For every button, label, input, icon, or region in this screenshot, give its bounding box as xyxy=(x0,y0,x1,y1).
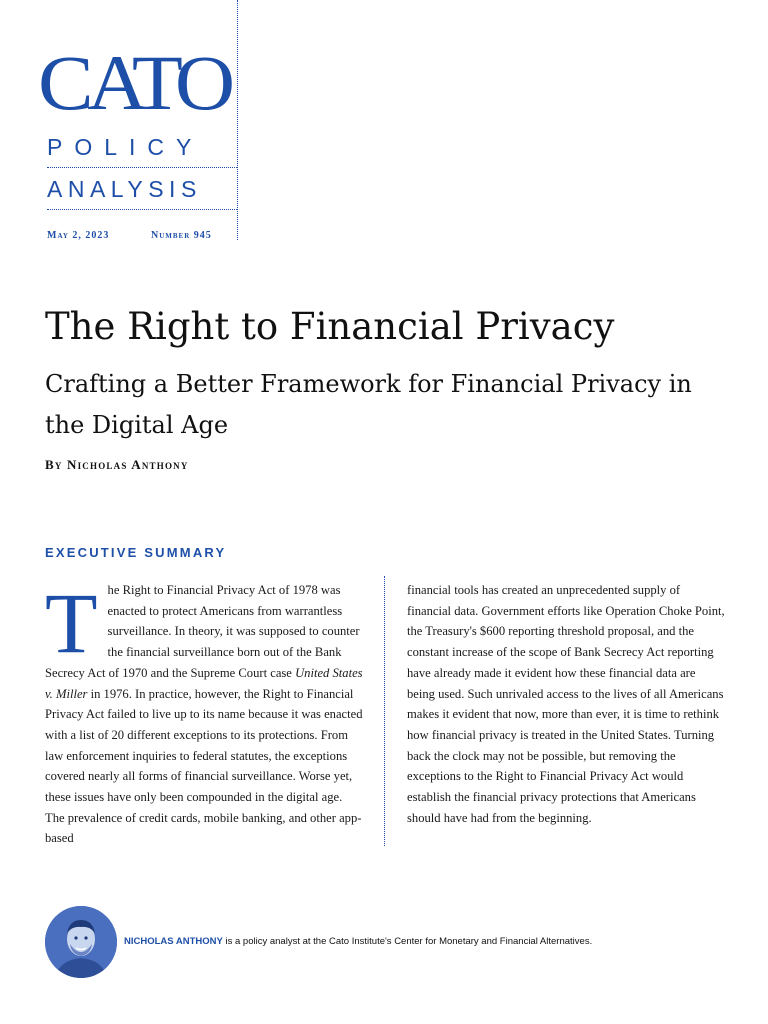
column-divider-line xyxy=(384,576,385,846)
summary-text-left-part2: in 1976. In practice, however, the Right to Financial Privacy Act failed to live up to its name because it was enacted with a list of 20 different exceptions to its protections. From law enforcement inquiries to federal statutes, the exceptions covered nearly all forms of financial surveillance. Worse yet, these issues have only been compounded in the digital age. The prevalence of credit cards, mobile banking, and other app-based xyxy=(45,686,363,846)
summary-text-left-part1: he Right to Financial Privacy Act of 1978 was enacted to protect Americans from warrantless surveillance. In theory, it was supposed to counter the financial surveillance born out of the Bank Secrecy Act of 1970 and the Supreme Court case xyxy=(45,583,360,680)
summary-paragraph-right: financial tools has created an unprecedented supply of financial data. Government efforts like Operation Choke Point, the Treasury's $600 reporting threshold proposal, and the constant increase of the scope of Bank Secrecy Act reporting have already made it evident how these financial data are being used. Such unrivaled access to the lives of all Americans makes it evident that now, more than ever, it is time to rethink how financial privacy is treated in the United States. Turning back the clock may not be possible, but removing the exceptions to the Right to Financial Privacy Act would establish the financial privacy protections that Americans should have had from the beginning. xyxy=(407,583,725,825)
page-subtitle: Crafting a Better Framework for Financial Privacy in the Digital Age xyxy=(45,370,692,439)
author-bio-text: is a policy analyst at the Cato Institute's Center for Monetary and Financial Alternatives. xyxy=(222,936,593,947)
series-label-analysis: ANALYSIS xyxy=(47,178,237,210)
publication-number: Number 945 xyxy=(151,230,212,241)
series-label-policy: POLICY xyxy=(47,136,237,168)
header-divider-line xyxy=(237,0,238,240)
page-title: The Right to Financial Privacy xyxy=(45,305,615,348)
executive-summary-heading: EXECUTIVE SUMMARY xyxy=(45,545,227,560)
publication-date: May 2, 2023 xyxy=(47,230,110,241)
byline: By Nicholas Anthony xyxy=(45,457,189,472)
author-avatar xyxy=(45,906,117,978)
cato-logo: CATO xyxy=(38,39,229,126)
summary-column-right xyxy=(407,580,725,828)
author-bio xyxy=(124,936,592,947)
drop-cap: T xyxy=(45,575,98,671)
author-name: NICHOLAS ANTHONY xyxy=(124,936,223,947)
summary-column-left xyxy=(45,575,363,849)
summary-case-name: United States v. Miller xyxy=(45,665,363,701)
